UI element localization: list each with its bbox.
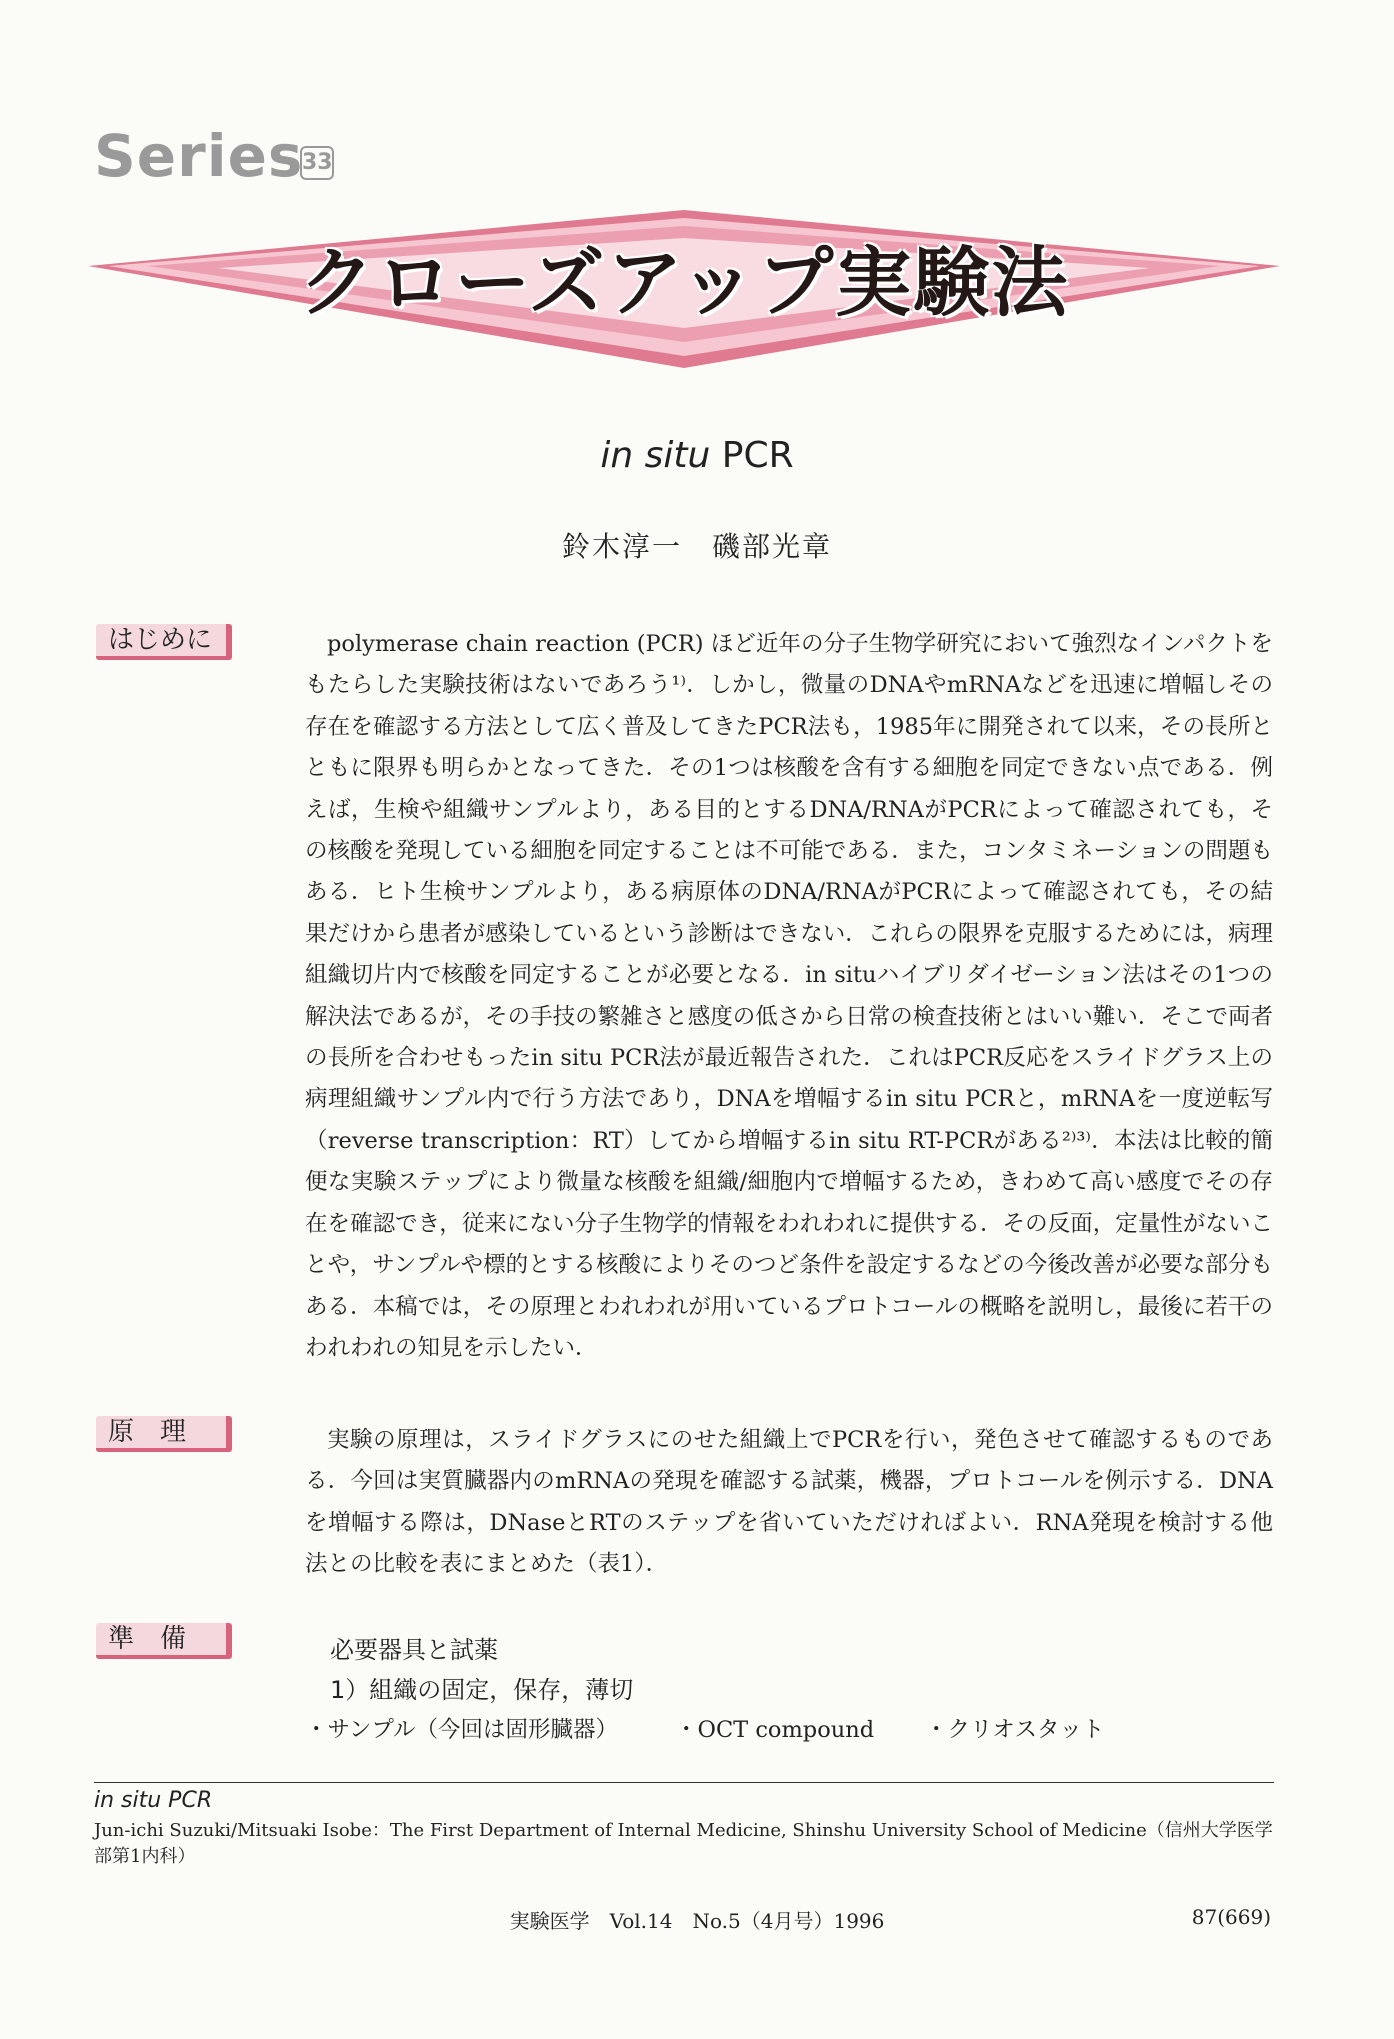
article-title-italic: in situ	[600, 435, 711, 476]
principle-text: 実験の原理は，スライドグラスにのせた組織上でPCRを行い，発色させて確認するものである．今回は実質臓器内のmRNAの発現を確認する試薬，機器，プロトコールを例示する．DNAを増幅する際は，DNaseとRTのステップを省いていただければよい．RNA発現を検討する他法との比較を表にまとめた（表1）．	[305, 1427, 1273, 1578]
article-title-rest: PCR	[710, 435, 794, 476]
preparation-subsubheading: 1）組織の固定，保存，薄切	[330, 1676, 634, 1704]
footnote-affiliation: Jun-ichi Suzuki/Mitsuaki Isobe：The First Department of Internal Medicine, Shinshu University School of Medicine（信州大学医学部第1内科）	[94, 1820, 1273, 1867]
series-label: Series	[94, 122, 304, 190]
journal-info: 実験医学 Vol.14 No.5（4月号）1996	[509, 1909, 885, 1933]
series-number: 33	[300, 146, 334, 180]
list-item: ・クリオスタット	[925, 1717, 1105, 1743]
section-tag-principle: 原 理	[96, 1416, 232, 1452]
introduction-text: polymerase chain reaction (PCR) ほど近年の分子生物学研究において強烈なインパクトをもたらした実験技術はないであろう¹⁾．しかし，微量のDNAやmRNAなどを迅速に増幅しその存在を確認する方法として広く普及してきたPCR法も，1985年に開発されて以来，その長所とともに限界も明らかとなってきた．その1つは核酸を含有する細胞を同定できない点である．例えば，生検や組織サンプルより，ある目的とするDNA/RNAがPCRによって確認されても，その核酸を発現している細胞を同定することは不可能である．また，コンタミネーションの問題もある．ヒト生検サンプルより，ある病原体のDNA/RNAがPCRによって確認されても，その結果だけから患者が感染しているという診断はできない．これらの限界を克服するためには，病理組織切片内で核酸を同定することが必要となる．in situハイブリダイゼーション法はその1つの解決法であるが，その手技の繁雑さと感度の低さから日常の検査技術とはいい難い．そこで両者の長所を合わせもったin situ PCR法が最近報告された．これはPCR反応をスライドグラス上の病理組織サンプル内で行う方法であり，DNAを増幅するin situ PCRと，mRNAを一度逆転写（reverse transcription：RT）してから増幅するin situ RT-PCRがある²⁾³⁾．本法は比較的簡便な実験ステップにより微量な核酸を組織/細胞内で増幅するため，きわめて高い感度でその存在を確認でき，従来にない分子生物学的情報をわれわれに提供する．その反面，定量性がないことや，サンプルや標的とする核酸によりそのつど条件を設定するなどの今後改善が必要な部分もある．本稿では，その原理とわれわれが用いているプロトコールの概略を説明し，最後に若干のわれわれの知見を示したい．	[305, 631, 1273, 1361]
footnote-title: in situ PCR	[94, 1788, 213, 1813]
authors: 鈴木淳一 磯部光章	[561, 530, 832, 563]
section-tag-preparation: 準 備	[96, 1623, 232, 1659]
banner-title: クローズアップ実験法	[298, 238, 1070, 327]
list-item: ・OCT compound	[675, 1717, 875, 1743]
section-tag-introduction: はじめに	[96, 624, 232, 660]
article-title	[0, 435, 1394, 476]
materials-list	[305, 1712, 1205, 1746]
page-number: 87(669)	[1191, 1905, 1271, 1929]
preparation-subheading: 必要器具と試薬	[330, 1636, 498, 1664]
list-item: ・サンプル（今回は固形臓器）	[305, 1717, 618, 1743]
footnote-divider	[94, 1782, 1274, 1783]
